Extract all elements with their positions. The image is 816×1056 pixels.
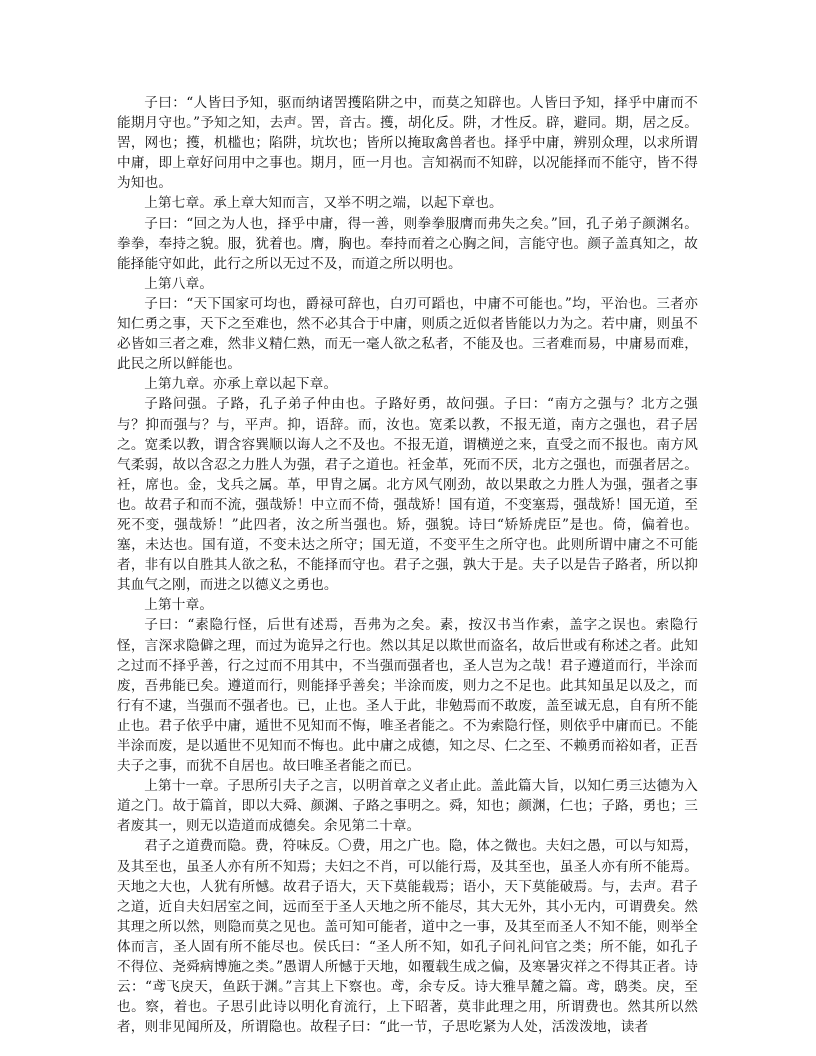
paragraph: 上第十一章。子思所引夫子之言，以明首章之义者止此。盖此篇大旨，以知仁勇三达德为入道之门。故于篇首，即以大舜、颜渊、子路之事明之。舜，知也；颜渊，仁也；子路，勇也；三者废其一，则无以造道而成德矣。余见第二十章。: [117, 778, 698, 835]
paragraph: 君子之道费而隐。费，符味反。〇费，用之广也。隐，体之微也。夫妇之愚，可以与知焉，及其至也，虽圣人亦有所不知焉；夫妇之不肖，可以能行焉，及其至也，虽圣人亦有所不能焉。天地之大也，人犹有所憾。故君子语大，天下莫能载焉；语小，天下莫能破焉。与，去声。君子之道，近自夫妇居室之间，远而至于圣人天地之所不能尽，其大无外，其小无内，可谓费矣。然其理之所以然，则隐而莫之见也。盖可知可能者，道中之一事，及其至而圣人不知不能，则举全体而言，圣人固有所不能尽也。侯氏曰：“圣人所不知，如孔子问礼问官之类；所不能，如孔子不得位、尧舜病博施之类。”愚谓人所憾于天地，如覆载生成之偏，及寒暑灾祥之不得其正者。诗云：“鸢飞戾天，鱼跃于渊。”言其上下察也。鸢，余专反。诗大雅旱麓之篇。鸢，鸱类。戾，至也。察，着也。子思引此诗以明化育流行，上下昭著，莫非此理之用，所谓费也。然其所以然者，则非见闻所及，所谓隐也。故程子曰：“此一节，子思吃紧为人处，活泼泼地，读者: [117, 838, 698, 1036]
paragraph: 子曰：“天下国家可均也，爵禄可辞也，白刃可蹈也，中庸不可能也。”均，平治也。三者亦知仁勇之事，天下之至难也，然不必其合于中庸，则质之近似者皆能以力为之。若中庸，则虽不必皆如三者之难，然非义精仁熟，而无一毫人欲之私者，不能及也。三者难而易，中庸易而难，此民之所以鲜能也。: [117, 295, 698, 373]
paragraph: 上第八章。: [144, 275, 214, 292]
paragraph: 上第十章。: [144, 597, 214, 614]
paragraph: 上第七章。承上章大知而言，又举不明之端，以起下章也。: [144, 195, 503, 212]
paragraph: 子路问强。子路，孔子弟子仲由也。子路好勇，故问强。子曰：“南方之强与？北方之强与？抑而强与？与，平声。抑，语辞。而，汝也。宽柔以教，不报无道，南方之强也，君子居之。宽柔以教，谓含容巽顺以诲人之不及也。不报无道，谓横逆之来，直受之而不报也。南方风气柔弱，故以含忍之力胜人为强，君子之道也。衽金革，死而不厌，北方之强也，而强者居之。衽，席也。金，戈兵之属。革，甲胄之属。北方风气刚劲，故以果敢之力胜人为强，强者之事也。故君子和而不流，强哉矫！中立而不倚，强哉矫！国有道，不变塞焉，强哉矫！国无道，至死不变，强哉矫！”此四者，汝之所当强也。矫，强貌。诗曰“矫矫虎臣”是也。倚，偏着也。塞，未达也。国有道，不变未达之所守；国无道，不变平生之所守也。此则所谓中庸之不可能者，非有以自胜其人欲之私，不能择而守也。君子之强，孰大于是。夫子以是告子路者，所以抑其血气之刚，而进之以德义之勇也。: [117, 396, 698, 594]
paragraph: 子曰：“人皆曰予知，驱而纳诸罟擭陷阱之中，而莫之知辟也。人皆曰予知，择乎中庸而不能期月守也。”予知之知，去声。罟，音古。擭，胡化反。阱，才性反。辟，避同。期，居之反。罟，网也；擭，机槛也；陷阱，坑坎也；皆所以掩取禽兽者也。择乎中庸，辨别众理，以求所谓中庸，即上章好问用中之事也。期月，匝一月也。言知祸而不知辟，以况能择而不能守，皆不得为知也。: [117, 95, 698, 192]
paragraph: 子曰：“素隐行怪，后世有述焉，吾弗为之矣。素，按汉书当作索，盖字之误也。索隐行怪，言深求隐僻之理，而过为诡异之行也。然以其足以欺世而盗名，故后世或有称述之者。此知之过而不择乎善，行之过而不用其中，不当强而强者也，圣人岂为之哉！君子遵道而行，半涂而废，吾弗能已矣。遵道而行，则能择乎善矣；半涂而废，则力之不足也。此其知虽足以及之，而行有不逮，当强而不强者也。已，止也。圣人于此，非勉焉而不敢废，盖至诚无息，自有所不能止也。君子依乎中庸，遁世不见知而不悔，唯圣者能之。不为索隐行怪，则依乎中庸而已。不能半涂而废，是以遁世不见知而不悔也。此中庸之成德，知之尽、仁之至、不赖勇而裕如者，正吾夫子之事，而犹不自居也。故曰唯圣者能之而已。: [117, 617, 698, 775]
paragraph: 子曰：“回之为人也，择乎中庸，得一善，则拳拳服膺而弗失之矣。”回，孔子弟子颜渊名。拳拳，奉持之貌。服，犹着也。膺，胸也。奉持而着之心胸之间，言能守也。颜子盖真知之，故能择能守如此，此行之所以无过不及，而道之所以明也。: [117, 215, 698, 272]
document-body: [117, 93, 698, 1037]
paragraph: 上第九章。亦承上章以起下章。: [144, 376, 338, 393]
